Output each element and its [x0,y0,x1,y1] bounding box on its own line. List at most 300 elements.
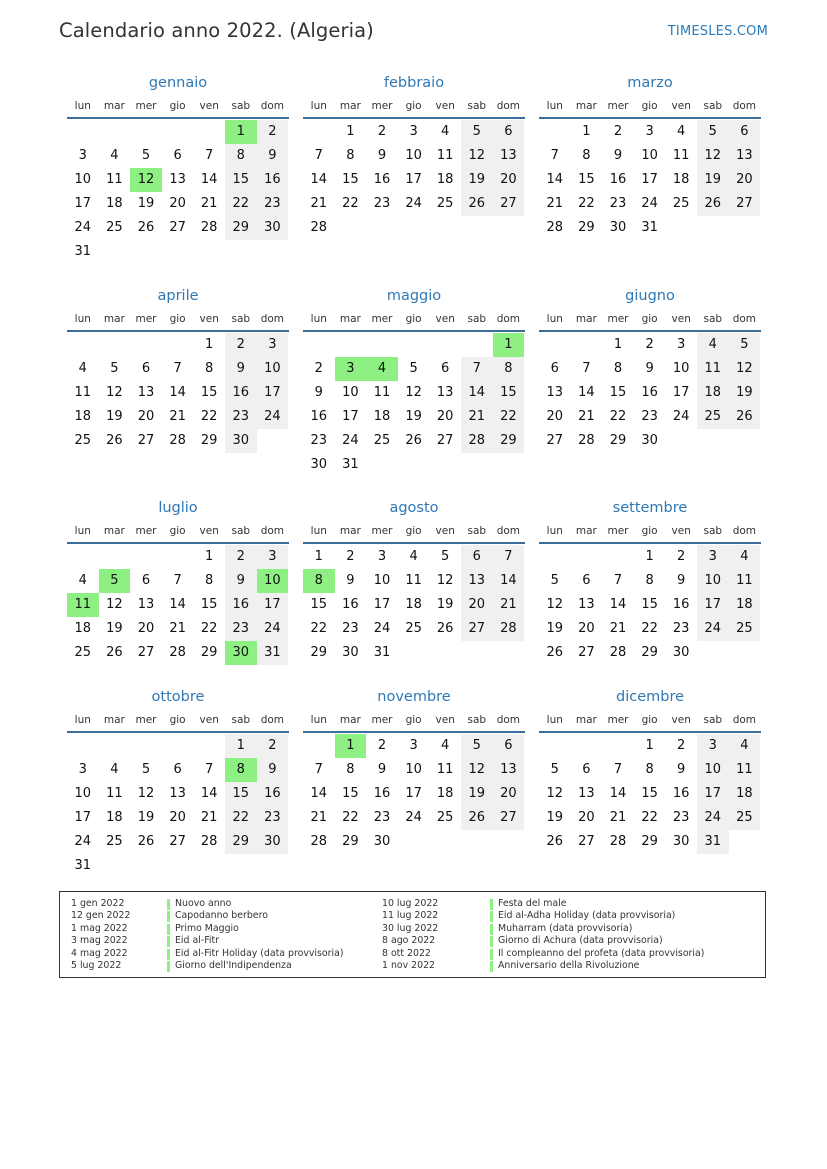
month-febbraio [303,73,525,235]
month-name: dicembre [615,689,685,705]
day-cell: 9 [314,385,323,400]
weekday-label: mer [135,714,157,726]
day-cell: 11 [697,357,729,381]
weekday-label: mar [103,100,125,112]
day-cell: 21 [493,593,525,617]
day-cell: 9 [257,144,289,168]
day-cell: 4 [78,361,87,376]
day-cell: 18 [373,409,391,424]
day-cell: 23 [342,621,359,636]
day-cell: 21 [310,810,328,825]
day-cell: 15 [641,597,658,612]
weekday-label: mer [607,525,629,537]
weekday-label: mer [135,525,157,537]
legend-holiday-name: Eid al-Fitr Holiday (data provvisoria) [175,947,344,959]
day-cell: 31 [697,830,729,854]
day-cell: 17 [74,810,92,825]
day-cell: 27 [493,192,525,216]
day-cell: 24 [74,220,92,235]
day-cell: 9 [225,569,257,593]
day-cell: 27 [169,220,186,235]
day-cell: 28 [200,220,218,235]
header-divider [303,731,525,733]
weekday-label: ven [435,100,455,112]
day-cell: 28 [609,645,627,660]
day-cell: 5 [729,333,761,357]
day-cell: 10 [697,758,729,782]
day-cell: 25 [106,834,123,849]
weekday-label: mar [575,525,597,537]
day-cell: 1 [346,124,355,139]
day-cell: 28 [609,834,627,849]
day-cell: 21 [200,196,218,211]
day-cell: 6 [550,361,559,376]
header-divider [303,542,525,544]
day-cell: 24 [405,810,422,825]
month-maggio [303,286,525,472]
month-name: aprile [157,288,199,304]
day-cell: 12 [697,144,729,168]
day-cell: 13 [461,569,493,593]
day-cell: 30 [609,220,627,235]
weekday-label: sab [467,313,487,325]
day-cell: 11 [373,385,391,400]
day-cell: 16 [225,593,257,617]
day-cell: 21 [169,409,186,424]
weekday-label: dom [732,714,757,726]
weekday-label: dom [496,714,521,726]
day-cell: 23 [257,192,289,216]
day-cell: 7 [314,148,323,163]
day-cell: 15 [342,786,359,801]
weekday-label: gio [641,313,658,325]
weekday-header [67,525,289,537]
day-cell: 19 [697,168,729,192]
day-cell: 20 [461,593,493,617]
day-cell: 26 [106,645,123,660]
day-cell: 29 [342,834,359,849]
day-cell: 28 [310,834,328,849]
weekday-header [303,100,525,112]
day-cell: 8 [205,361,214,376]
day-cell: 6 [173,762,182,777]
day-cell: 15 [641,786,658,801]
day-cell: 4 [441,124,450,139]
legend-holiday-name: Il compleanno del profeta (data provvisoria) [498,947,705,959]
weekday-label: gio [169,525,186,537]
day-cell: 30 [310,457,328,472]
day-cell: 3 [257,333,289,357]
weekday-label: mar [103,714,125,726]
day-cell: 30 [257,830,289,854]
day-cell: 1 [645,549,654,564]
day-cell: 12 [461,144,493,168]
legend-marker [167,924,170,935]
weekday-header [303,313,525,325]
day-cell: 7 [461,357,493,381]
day-cell: 6 [461,545,493,569]
day-cell: 12 [106,597,123,612]
day-cell: 30 [225,429,257,453]
day-cell: 13 [546,385,564,400]
weekday-label: gio [169,714,186,726]
weekday-label: mar [103,313,125,325]
day-cell: 5 [550,762,559,777]
month-agosto [303,498,525,660]
day-cell: 4 [697,333,729,357]
weekday-header [303,714,525,726]
day-cell: 22 [641,621,658,636]
month-aprile [67,286,289,448]
weekday-label: mar [575,714,597,726]
day-cell: 2 [225,333,257,357]
day-cell: 24 [257,617,289,641]
day-cell: 14 [200,172,218,187]
legend-marker [167,949,170,960]
month-giugno [539,286,761,448]
day-cell: 17 [257,381,289,405]
day-cell: 27 [546,433,564,448]
day-cell: 9 [346,573,355,588]
day-cell: 5 [461,120,493,144]
day-cell: 14 [461,381,493,405]
day-cell: 17 [405,786,422,801]
day-cell: 1 [314,549,323,564]
day-cell: 3 [677,337,686,352]
day-cell: 30 [373,834,391,849]
day-cell: 31 [373,645,391,660]
day-cell: 16 [257,782,289,806]
day-cell: 9 [645,361,654,376]
day-cell: 20 [493,168,525,192]
day-cell: 12 [106,385,123,400]
day-cell: 13 [436,385,454,400]
weekday-label: ven [199,525,219,537]
day-cell: 14 [169,385,186,400]
day-cell: 22 [200,621,218,636]
legend-date: 1 gen 2022 [71,898,125,909]
day-cell: 24 [342,433,359,448]
day-cell: 11 [106,786,123,801]
weekday-label: sab [231,100,251,112]
month-marzo [539,73,761,235]
weekday-label: gio [405,100,422,112]
day-cell: 17 [697,782,729,806]
weekday-label: ven [671,100,691,112]
day-cell: 3 [697,545,729,569]
day-cell: 8 [582,148,591,163]
weekday-label: mer [371,714,393,726]
day-cell: 13 [137,597,155,612]
day-cell: 5 [141,762,151,777]
day-cell: 29 [578,220,595,235]
day-cell: 11 [106,172,123,187]
day-cell: 16 [373,172,391,187]
day-cell: 26 [137,220,155,235]
legend-holiday-name: Primo Maggio [175,922,239,934]
day-cell: 15 [200,597,218,612]
day-cell: 2 [225,545,257,569]
weekday-label: lun [74,525,91,537]
day-cell: 28 [200,834,218,849]
day-cell: 27 [436,433,454,448]
weekday-label: gio [169,313,186,325]
weekday-label: lun [310,313,327,325]
month-name: gennaio [148,75,208,91]
legend-date: 8 ott 2022 [382,947,431,959]
day-cell: 29 [609,433,627,448]
weekday-label: lun [546,313,563,325]
legend-date: 10 lug 2022 [382,898,439,909]
weekday-label: lun [310,525,327,537]
month-name: giugno [625,288,675,304]
day-cell: 26 [436,621,454,636]
month-gennaio [67,73,289,259]
legend-holiday-name: Eid al-Adha Holiday (data provvisoria) [498,910,676,922]
day-cell: 21 [546,196,564,211]
weekday-label: lun [74,313,91,325]
day-cell: 26 [405,433,422,448]
header-divider [303,117,525,119]
day-cell: 26 [546,834,564,849]
day-cell: 10 [672,361,690,376]
day-cell: 22 [200,409,218,424]
day-cell: 26 [546,645,564,660]
day-cell: 18 [74,621,92,636]
day-cell: 9 [225,357,257,381]
day-cell: 20 [137,621,155,636]
month-novembre [303,687,525,849]
day-cell: 17 [697,593,729,617]
day-cell: 18 [729,782,761,806]
day-cell: 4 [409,549,418,564]
month-ottobre [67,687,289,873]
day-cell: 25 [729,806,761,830]
day-cell: 27 [493,806,525,830]
day-cell: 2 [613,124,623,139]
day-cell: 16 [257,168,289,192]
day-cell: 8 [225,144,257,168]
month-luglio [67,498,289,660]
day-cell: 12 [405,385,422,400]
holiday-day: 5 [99,569,131,593]
day-cell: 23 [225,617,257,641]
weekday-label: mer [135,100,157,112]
day-cell: 13 [493,144,525,168]
day-cell: 15 [493,381,525,405]
day-cell: 11 [729,758,761,782]
day-cell: 7 [173,573,182,588]
day-cell: 15 [225,782,257,806]
day-cell: 24 [405,196,422,211]
weekday-label: mar [575,313,597,325]
month-name: settembre [612,500,688,516]
weekday-header [67,714,289,726]
legend-holiday-name: Muharram (data provvisoria) [498,922,633,934]
day-cell: 17 [641,172,658,187]
day-cell: 9 [257,758,289,782]
holiday-day: 1 [493,333,525,357]
day-cell: 19 [106,621,123,636]
weekday-label: sab [703,100,723,112]
day-cell: 8 [346,148,355,163]
legend-holiday-name: Anniversario della Rivoluzione [498,960,640,971]
day-cell: 11 [729,569,761,593]
weekday-label: dom [496,313,521,325]
day-cell: 17 [672,385,690,400]
day-cell: 20 [137,409,155,424]
header-divider [539,542,761,544]
day-cell: 6 [493,120,525,144]
day-cell: 28 [578,433,595,448]
month-name: marzo [627,75,673,91]
day-cell: 5 [697,120,729,144]
day-cell: 1 [582,124,591,139]
weekday-header [67,313,289,325]
day-cell: 10 [641,148,658,163]
day-cell: 14 [546,172,564,187]
day-cell: 6 [441,361,450,376]
day-cell: 2 [645,337,654,352]
weekday-label: dom [260,100,285,112]
day-cell: 26 [461,806,493,830]
day-cell: 8 [613,361,623,376]
day-cell: 22 [342,196,359,211]
day-cell: 11 [672,148,690,163]
legend-date: 5 lug 2022 [71,960,122,971]
day-cell: 13 [729,144,761,168]
day-cell: 8 [645,762,654,777]
legend-marker [167,899,170,910]
holiday-day: 30 [225,641,257,665]
month-name: febbraio [383,75,445,91]
month-name: novembre [377,689,451,705]
day-cell: 10 [342,385,359,400]
day-cell: 18 [405,597,422,612]
weekday-label: gio [641,525,658,537]
day-cell: 18 [106,810,123,825]
weekday-label: dom [732,525,757,537]
day-cell: 8 [645,573,654,588]
day-cell: 25 [672,196,690,211]
weekday-label: mer [135,313,157,325]
month-name: agosto [389,500,439,516]
day-cell: 21 [310,196,328,211]
day-cell: 2 [377,124,387,139]
weekday-label: mar [339,100,361,112]
holiday-day: 1 [225,120,257,144]
day-cell: 4 [729,545,761,569]
day-cell: 18 [106,196,123,211]
weekday-label: mer [371,525,393,537]
day-cell: 8 [205,573,214,588]
day-cell: 18 [729,593,761,617]
day-cell: 4 [110,762,119,777]
day-cell: 23 [373,810,391,825]
day-cell: 22 [342,810,359,825]
holiday-legend [59,891,766,978]
day-cell: 12 [546,786,564,801]
day-cell: 19 [729,381,761,405]
day-cell: 23 [641,409,658,424]
day-cell: 25 [74,645,92,660]
day-cell: 15 [578,172,595,187]
weekday-label: dom [732,100,757,112]
day-cell: 3 [409,124,418,139]
day-cell: 5 [141,148,151,163]
day-cell: 29 [641,834,658,849]
day-cell: 27 [578,834,595,849]
holiday-day: 11 [67,593,99,617]
day-cell: 5 [110,361,119,376]
weekday-label: ven [199,313,219,325]
day-cell: 7 [613,573,623,588]
day-cell: 29 [493,429,525,453]
weekday-label: gio [641,714,658,726]
header-divider [539,731,761,733]
holiday-day: 10 [257,569,289,593]
day-cell: 16 [342,597,359,612]
day-cell: 18 [436,172,454,187]
day-cell: 7 [314,762,323,777]
day-cell: 7 [613,762,623,777]
day-cell: 21 [609,810,627,825]
day-cell: 3 [257,545,289,569]
holiday-day: 8 [303,569,335,593]
day-cell: 14 [310,172,328,187]
weekday-label: mer [607,100,629,112]
legend-date: 4 mag 2022 [71,947,128,959]
legend-holiday-name: Festa del male [498,898,567,909]
weekday-label: lun [310,100,327,112]
day-cell: 13 [493,758,525,782]
day-cell: 24 [672,409,690,424]
weekday-label: ven [671,525,691,537]
weekday-label: ven [199,714,219,726]
day-cell: 11 [436,762,454,777]
day-cell: 6 [493,734,525,758]
legend-marker [490,924,493,935]
day-cell: 27 [169,834,186,849]
day-cell: 29 [200,645,218,660]
day-cell: 16 [609,172,627,187]
day-cell: 2 [314,361,323,376]
weekday-label: sab [703,525,723,537]
day-cell: 19 [106,409,123,424]
day-cell: 25 [436,196,454,211]
brand-link[interactable]: TIMESLES.COM [667,24,768,39]
day-cell: 14 [578,385,595,400]
day-cell: 4 [441,738,450,753]
day-cell: 22 [310,621,328,636]
day-cell: 18 [74,409,92,424]
weekday-label: gio [641,100,658,112]
day-cell: 1 [645,738,654,753]
day-cell: 13 [578,597,595,612]
weekday-header [303,525,525,537]
day-cell: 5 [409,361,418,376]
legend-marker [167,911,170,922]
day-cell: 28 [493,617,525,641]
day-cell: 30 [257,216,289,240]
weekday-label: mer [371,313,393,325]
weekday-label: dom [496,525,521,537]
holiday-day: 4 [366,357,398,381]
day-cell: 26 [697,192,729,216]
day-cell: 16 [641,385,658,400]
day-cell: 9 [677,573,686,588]
day-cell: 25 [729,617,761,641]
